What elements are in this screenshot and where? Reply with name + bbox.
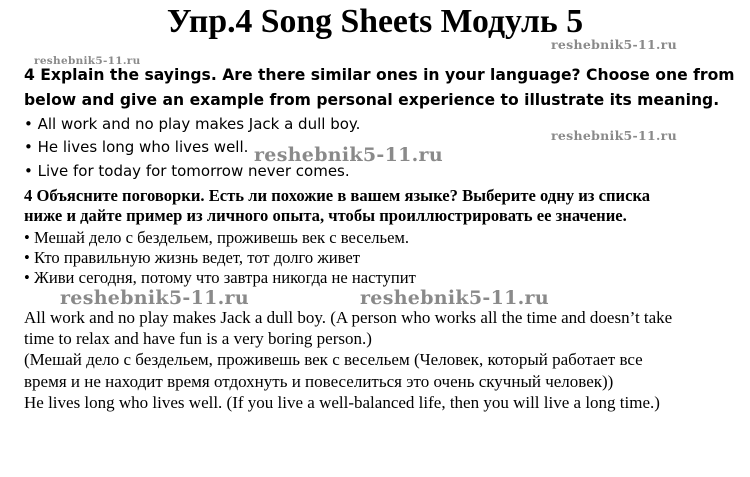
task-en-line-2: below and give an example from personal experience to illustrate its meaning.	[24, 91, 720, 109]
task-en-line-1: 4 Explain the sayings. Are there similar ones in your language? Choose one from	[24, 66, 735, 84]
task-ru-line-2: ниже и дайте пример из личного опыта, чтобы проиллюстрировать ее значение.	[24, 206, 627, 225]
watermark: reshebnik5-11.ru	[360, 287, 549, 309]
task-en-bullet: • Live for today for tomorrow never comes.	[24, 162, 350, 180]
task-ru-bullet: • Мешай дело с бездельем, проживешь век с весельем.	[24, 228, 410, 247]
answer-line: All work and no play makes Jack a dull boy. (A person who works all the time and doesn’t take	[24, 308, 673, 327]
page-title: Упр.4 Song Sheets Модуль 5	[166, 3, 584, 40]
watermark: reshebnik5-11.ru	[551, 128, 677, 143]
answer-line: time to relax and have fun is a very boring person.)	[24, 329, 372, 348]
task-ru-bullet: • Живи сегодня, потому что завтра никогда не наступит	[24, 268, 416, 287]
task-en-bullet: • He lives long who lives well.	[24, 138, 249, 156]
watermark: reshebnik5-11.ru	[60, 287, 249, 309]
watermark: reshebnik5-11.ru	[254, 144, 443, 166]
watermark: reshebnik5-11.ru	[34, 55, 141, 67]
answer-line: время и не находит время отдохнуть и повеселиться это очень скучный человек))	[24, 372, 614, 391]
task-en-bullet: • All work and no play makes Jack a dull boy.	[24, 115, 361, 133]
answer-line: He lives long who lives well. (If you live a well-balanced life, then you will live a long time.)	[24, 393, 660, 412]
task-ru-line-1: 4 Объясните поговорки. Есть ли похожие в вашем языке? Выберите одну из списка	[24, 186, 651, 205]
answer-line: (Мешай дело с бездельем, проживешь век с весельем (Человек, который работает все	[24, 350, 643, 369]
watermark: reshebnik5-11.ru	[551, 37, 677, 52]
task-ru-bullet: • Кто правильную жизнь ведет, тот долго живет	[24, 248, 361, 267]
